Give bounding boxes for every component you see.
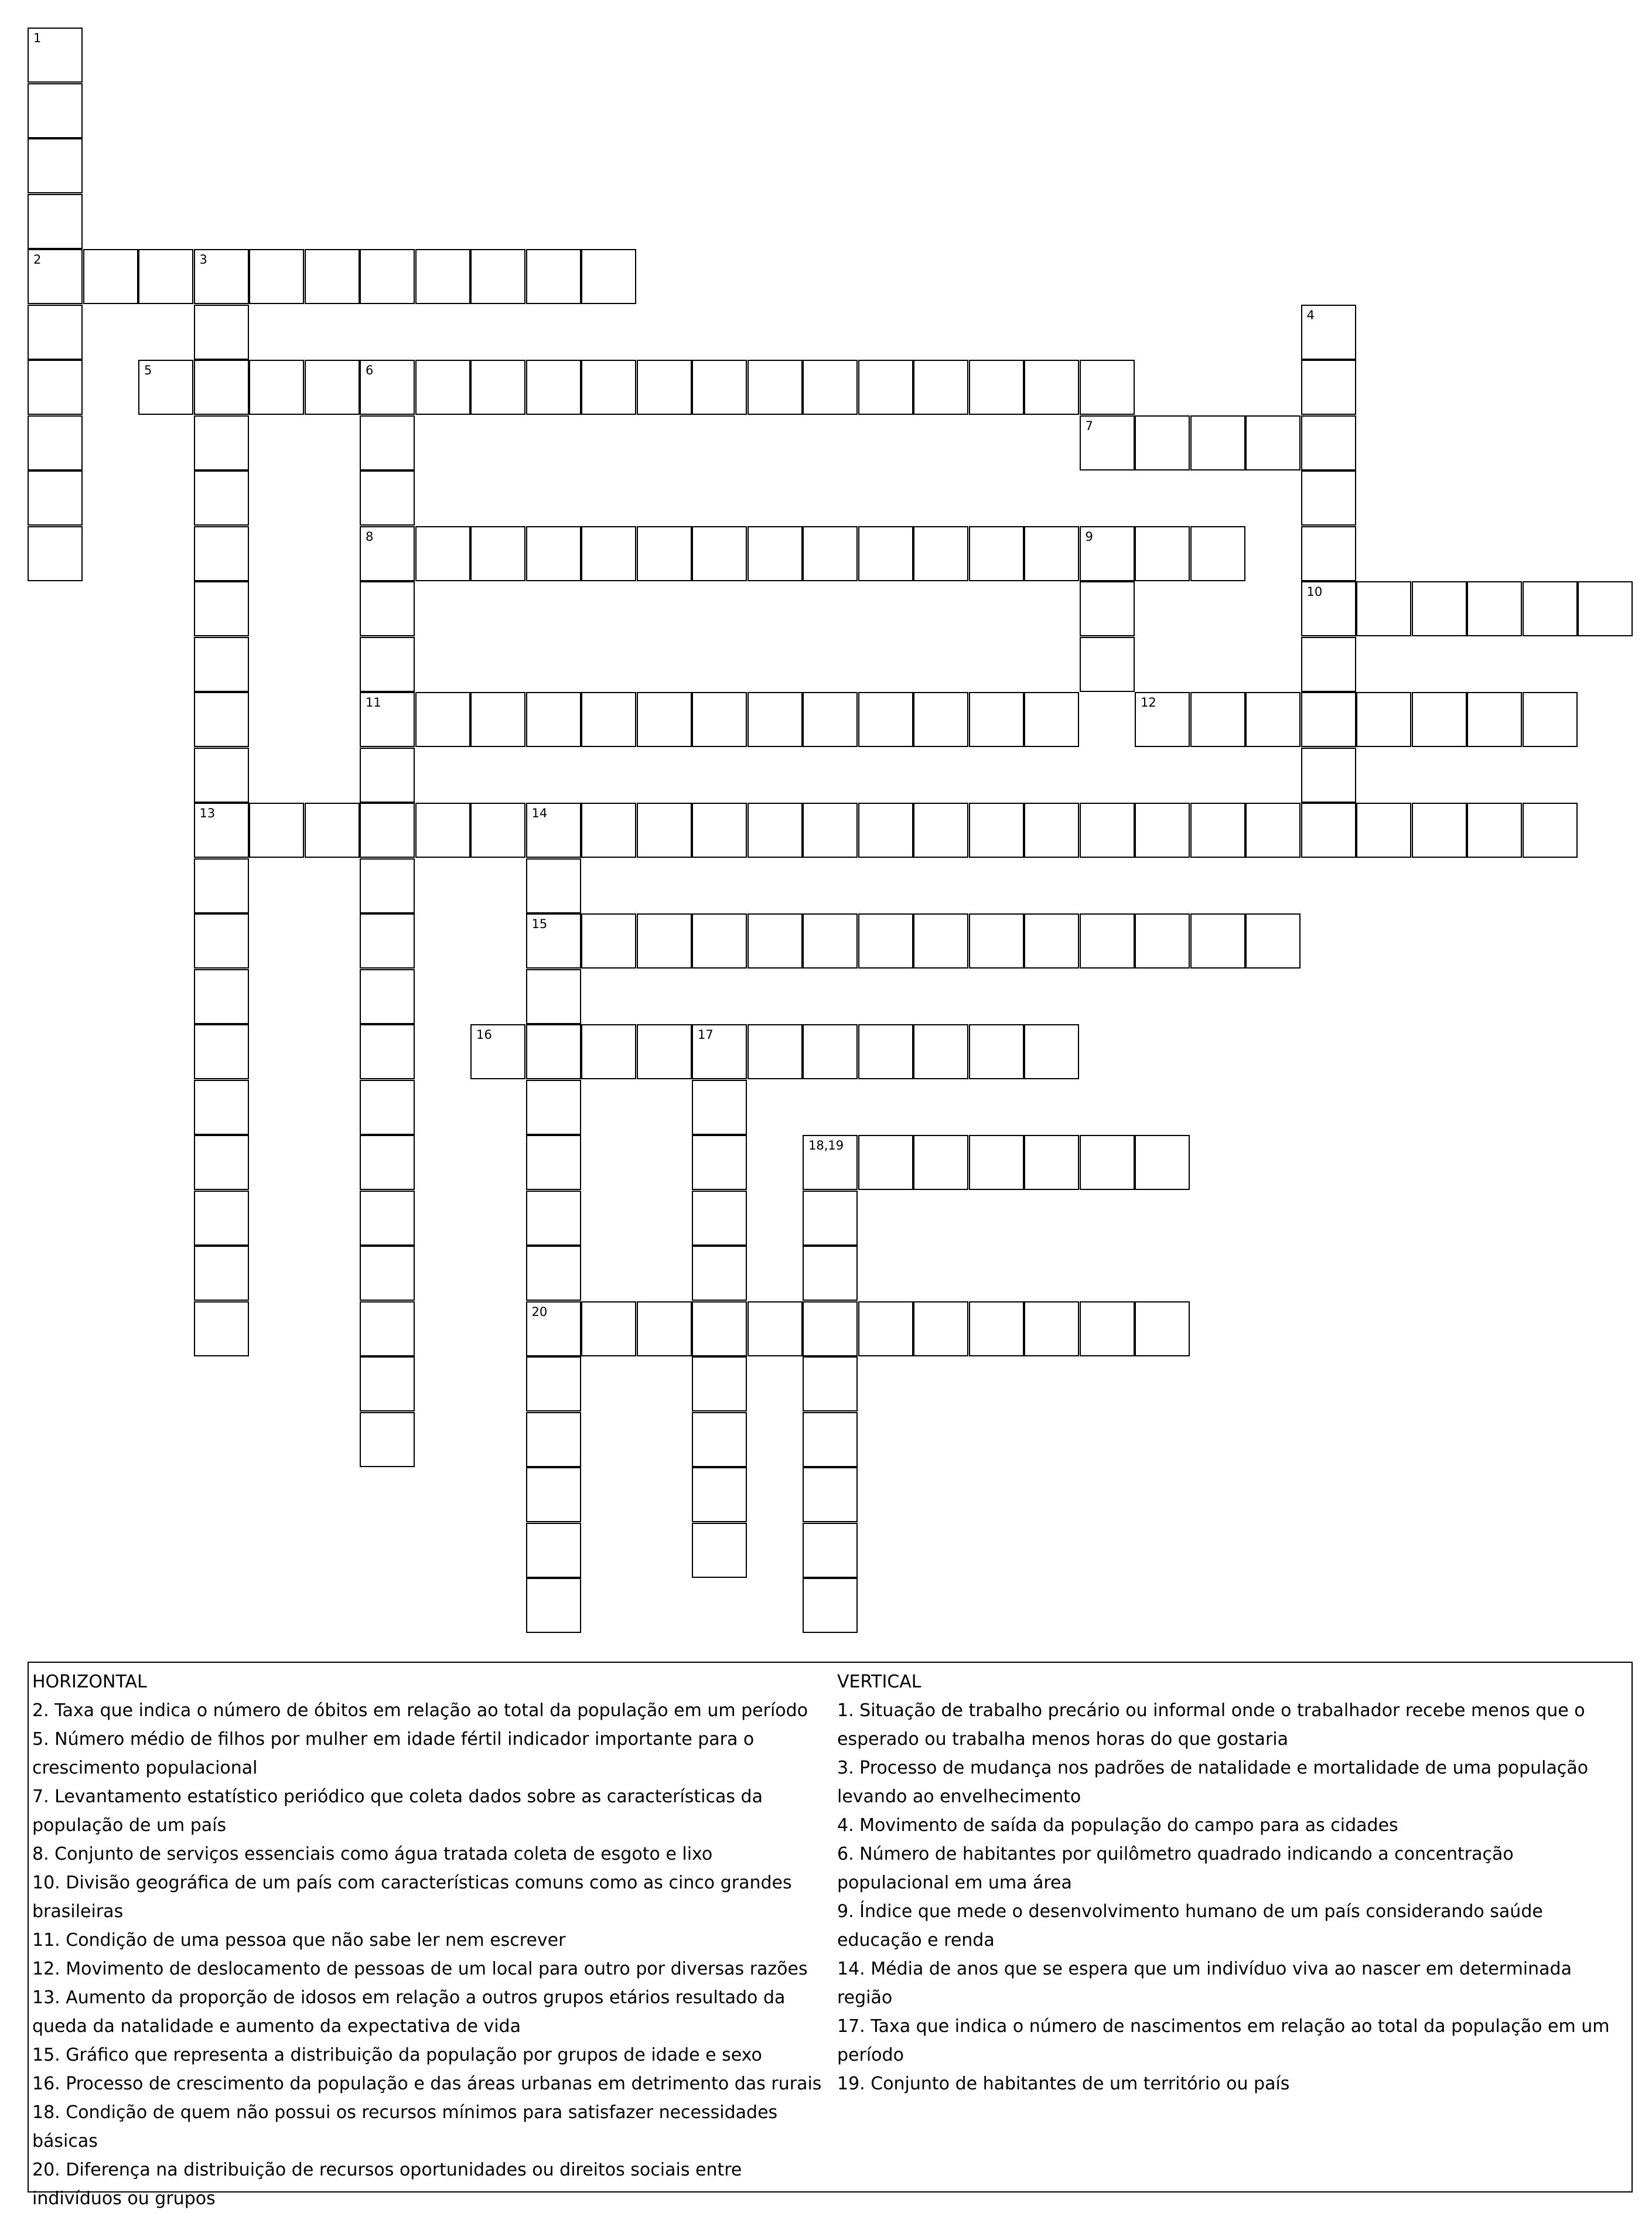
clue-number: 16 bbox=[476, 1028, 492, 1042]
grid-cell[interactable] bbox=[858, 803, 913, 858]
grid-cell[interactable] bbox=[1467, 803, 1522, 858]
grid-cell[interactable] bbox=[913, 360, 968, 415]
grid-cell[interactable] bbox=[526, 913, 581, 969]
grid-cell[interactable] bbox=[526, 1246, 581, 1301]
clue-horizontal-18: 18. Condição de quem não possui os recursos mínimos para satisfazer necessidades básicas bbox=[32, 2102, 778, 2151]
grid-cell[interactable] bbox=[415, 692, 470, 747]
grid-cell[interactable] bbox=[1467, 581, 1522, 636]
grid-cell[interactable] bbox=[415, 526, 470, 581]
grid-cell[interactable] bbox=[858, 1301, 913, 1356]
grid-cell[interactable] bbox=[1080, 803, 1135, 858]
grid-cell[interactable] bbox=[526, 803, 581, 858]
horizontal-header: HORIZONTAL bbox=[32, 1672, 147, 1692]
grid-cell[interactable] bbox=[692, 1412, 747, 1467]
grid-cell[interactable] bbox=[470, 1024, 525, 1079]
grid-cell[interactable] bbox=[581, 249, 636, 304]
grid-cell[interactable] bbox=[1356, 692, 1411, 747]
grid-cell[interactable] bbox=[803, 1356, 858, 1411]
grid-cell[interactable] bbox=[1135, 415, 1190, 470]
horizontal-clues bbox=[32, 1668, 835, 2213]
vertical-clues bbox=[837, 1668, 1628, 2098]
grid-cell[interactable] bbox=[360, 1301, 415, 1356]
grid-cell[interactable] bbox=[581, 526, 636, 581]
grid-cell[interactable] bbox=[526, 1191, 581, 1246]
clue-number: 8 bbox=[366, 529, 374, 544]
grid-cell[interactable] bbox=[28, 360, 83, 415]
grid-cell[interactable] bbox=[692, 803, 747, 858]
grid-cell[interactable] bbox=[581, 692, 636, 747]
grid-cell[interactable] bbox=[1245, 913, 1301, 969]
grid-cell[interactable] bbox=[1301, 748, 1356, 803]
grid-cell[interactable] bbox=[969, 1135, 1024, 1190]
grid-cell[interactable] bbox=[637, 526, 692, 581]
grid-cell[interactable] bbox=[1523, 581, 1578, 636]
grid-cell[interactable] bbox=[194, 415, 249, 470]
grid-cell[interactable] bbox=[305, 803, 360, 858]
grid-cell[interactable] bbox=[1301, 305, 1356, 360]
grid-cell[interactable] bbox=[194, 969, 249, 1024]
grid-cell[interactable] bbox=[1024, 913, 1079, 969]
grid-cell[interactable] bbox=[803, 1301, 858, 1356]
grid-cell[interactable] bbox=[692, 1301, 747, 1356]
grid-cell[interactable] bbox=[913, 692, 968, 747]
grid-cell[interactable] bbox=[360, 969, 415, 1024]
grid-cell[interactable] bbox=[360, 637, 415, 692]
grid-cell[interactable] bbox=[748, 1024, 803, 1079]
grid-cell[interactable] bbox=[1080, 415, 1135, 470]
grid-cell[interactable] bbox=[526, 858, 581, 913]
grid-cell[interactable] bbox=[360, 581, 415, 636]
grid-cell[interactable] bbox=[1356, 803, 1411, 858]
grid-cell[interactable] bbox=[637, 913, 692, 969]
grid-cell[interactable] bbox=[858, 1135, 913, 1190]
grid-cell[interactable] bbox=[1301, 415, 1356, 470]
grid-cell[interactable] bbox=[28, 138, 83, 193]
grid-cell[interactable] bbox=[913, 1024, 968, 1079]
grid-cell[interactable] bbox=[1080, 526, 1135, 581]
grid-cell[interactable] bbox=[28, 415, 83, 470]
grid-cell[interactable] bbox=[913, 913, 968, 969]
grid-cell[interactable] bbox=[692, 526, 747, 581]
clue-horizontal-12: 12. Movimento de deslocamento de pessoas de um local para outro por diversas razões bbox=[32, 1959, 808, 1979]
grid-cell[interactable] bbox=[803, 1191, 858, 1246]
grid-cell[interactable] bbox=[1024, 526, 1079, 581]
grid-cell[interactable] bbox=[581, 803, 636, 858]
grid-cell[interactable] bbox=[138, 249, 193, 304]
grid-cell[interactable] bbox=[748, 913, 803, 969]
grid-cell[interactable] bbox=[581, 1024, 636, 1079]
grid-cell[interactable] bbox=[28, 83, 83, 138]
grid-cell[interactable] bbox=[803, 1467, 858, 1522]
clue-horizontal-10: 10. Divisão geográfica de um país com características comuns como as cinco grandes brasileiras bbox=[32, 1873, 792, 1922]
grid-cell[interactable] bbox=[360, 858, 415, 913]
grid-cell[interactable] bbox=[1578, 581, 1633, 636]
grid-cell[interactable] bbox=[28, 28, 83, 83]
grid-cell[interactable] bbox=[194, 748, 249, 803]
grid-cell[interactable] bbox=[526, 1135, 581, 1190]
grid-cell[interactable] bbox=[28, 470, 83, 526]
grid-cell[interactable] bbox=[1024, 360, 1079, 415]
clue-number: 5 bbox=[144, 363, 152, 377]
grid-cell[interactable] bbox=[692, 1356, 747, 1411]
grid-cell[interactable] bbox=[803, 1523, 858, 1578]
grid-cell[interactable] bbox=[803, 803, 858, 858]
grid-cell[interactable] bbox=[194, 249, 249, 304]
grid-cell[interactable] bbox=[1024, 1135, 1079, 1190]
grid-cell[interactable] bbox=[1190, 803, 1245, 858]
grid-cell[interactable] bbox=[28, 305, 83, 360]
grid-cell[interactable] bbox=[637, 1024, 692, 1079]
clue-number: 4 bbox=[1306, 308, 1315, 322]
grid-cell[interactable] bbox=[83, 249, 138, 304]
clue-horizontal-5: 5. Número médio de filhos por mulher em idade fértil indicador importante para o crescimento populacional bbox=[32, 1729, 755, 1778]
grid-cell[interactable] bbox=[692, 1135, 747, 1190]
grid-cell[interactable] bbox=[1135, 1135, 1190, 1190]
clue-horizontal-13: 13. Aumento da proporção de idosos em relação a outros grupos etários resultado da queda da natalidade e aumento da expectativa de vida bbox=[32, 1987, 786, 2037]
clue-number: 11 bbox=[366, 695, 381, 710]
grid-cell[interactable] bbox=[526, 692, 581, 747]
grid-cell[interactable] bbox=[305, 249, 360, 304]
clue-number: 7 bbox=[1085, 418, 1093, 433]
grid-cell[interactable] bbox=[581, 1301, 636, 1356]
grid-cell[interactable] bbox=[1412, 803, 1467, 858]
grid-cell[interactable] bbox=[692, 1523, 747, 1578]
grid-cell[interactable] bbox=[637, 803, 692, 858]
grid-cell[interactable] bbox=[28, 526, 83, 581]
clue-number: 20 bbox=[531, 1304, 548, 1319]
grid-cell[interactable] bbox=[415, 249, 470, 304]
clue-horizontal-8: 8. Conjunto de serviços essenciais como água tratada coleta de esgoto e lixo bbox=[32, 1844, 713, 1864]
clue-number: 14 bbox=[531, 806, 548, 820]
grid-cell[interactable] bbox=[526, 1356, 581, 1411]
grid-cell[interactable] bbox=[526, 1523, 581, 1578]
grid-cell[interactable] bbox=[360, 748, 415, 803]
grid-cell[interactable] bbox=[969, 526, 1024, 581]
grid-cell[interactable] bbox=[858, 526, 913, 581]
grid-cell[interactable] bbox=[1024, 692, 1079, 747]
grid-cell[interactable] bbox=[858, 692, 913, 747]
grid-cell[interactable] bbox=[1080, 360, 1135, 415]
grid-cell[interactable] bbox=[1135, 1301, 1190, 1356]
grid-cell[interactable] bbox=[581, 913, 636, 969]
clue-horizontal-16: 16. Processo de crescimento da população e das áreas urbanas em detrimento das rurais bbox=[32, 2074, 822, 2094]
clue-horizontal-20: 20. Diferença na distribuição de recursos oportunidades ou direitos sociais entre indivíduos ou grupos bbox=[32, 2160, 742, 2209]
grid-cell[interactable] bbox=[249, 249, 304, 304]
clue-number: 2 bbox=[33, 253, 42, 267]
clue-vertical-3: 3. Processo de mudança nos padrões de natalidade e mortalidade de uma população levando ao envelhecimento bbox=[837, 1758, 1589, 1807]
grid-cell[interactable] bbox=[360, 1191, 415, 1246]
grid-cell[interactable] bbox=[692, 913, 747, 969]
grid-cell[interactable] bbox=[858, 913, 913, 969]
grid-cell[interactable] bbox=[526, 1412, 581, 1467]
grid-cell[interactable] bbox=[470, 249, 525, 304]
grid-cell[interactable] bbox=[360, 803, 415, 858]
clue-vertical-17: 17. Taxa que indica o número de nascimentos em relação ao total da população em um período bbox=[837, 2016, 1610, 2065]
clue-vertical-4: 4. Movimento de saída da população do campo para as cidades bbox=[837, 1815, 1398, 1836]
clue-number: 12 bbox=[1141, 695, 1156, 710]
grid-cell[interactable] bbox=[360, 1412, 415, 1467]
grid-cell[interactable] bbox=[360, 415, 415, 470]
grid-cell[interactable] bbox=[1245, 803, 1301, 858]
grid-cell[interactable] bbox=[526, 1024, 581, 1079]
grid-cell[interactable] bbox=[692, 1024, 747, 1079]
grid-cell[interactable] bbox=[1080, 637, 1135, 692]
grid-cell[interactable] bbox=[1080, 1301, 1135, 1356]
grid-cell[interactable] bbox=[194, 1024, 249, 1079]
grid-cell[interactable] bbox=[1301, 803, 1356, 858]
grid-cell[interactable] bbox=[526, 1467, 581, 1522]
grid-cell[interactable] bbox=[637, 1301, 692, 1356]
clue-horizontal-15: 15. Gráfico que representa a distribuição da população por grupos de idade e sexo bbox=[32, 2045, 762, 2065]
grid-cell[interactable] bbox=[526, 1301, 581, 1356]
grid-cell[interactable] bbox=[692, 1467, 747, 1522]
grid-cell[interactable] bbox=[858, 1024, 913, 1079]
grid-cell[interactable] bbox=[1467, 692, 1522, 747]
grid-cell[interactable] bbox=[1301, 526, 1356, 581]
grid-cell[interactable] bbox=[969, 803, 1024, 858]
grid-cell[interactable] bbox=[692, 1191, 747, 1246]
grid-cell[interactable] bbox=[526, 360, 581, 415]
grid-cell[interactable] bbox=[1135, 803, 1190, 858]
grid-cell[interactable] bbox=[360, 526, 415, 581]
grid-cell[interactable] bbox=[194, 803, 249, 858]
grid-cell[interactable] bbox=[803, 692, 858, 747]
grid-cell[interactable] bbox=[1523, 692, 1578, 747]
grid-cell[interactable] bbox=[526, 969, 581, 1024]
grid-cell[interactable] bbox=[360, 1246, 415, 1301]
grid-cell[interactable] bbox=[1301, 637, 1356, 692]
grid-cell[interactable] bbox=[470, 526, 525, 581]
vertical-header: VERTICAL bbox=[837, 1672, 921, 1692]
grid-cell[interactable] bbox=[1024, 1301, 1079, 1356]
grid-cell[interactable] bbox=[913, 526, 968, 581]
grid-cell[interactable] bbox=[360, 249, 415, 304]
grid-cell[interactable] bbox=[1356, 581, 1411, 636]
grid-cell[interactable] bbox=[194, 470, 249, 526]
grid-cell[interactable] bbox=[748, 803, 803, 858]
grid-cell[interactable] bbox=[1190, 526, 1245, 581]
grid-cell[interactable] bbox=[360, 692, 415, 747]
grid-cell[interactable] bbox=[969, 1024, 1024, 1079]
grid-cell[interactable] bbox=[913, 803, 968, 858]
grid-cell[interactable] bbox=[526, 1080, 581, 1135]
grid-cell[interactable] bbox=[637, 692, 692, 747]
grid-cell[interactable] bbox=[637, 360, 692, 415]
grid-cell[interactable] bbox=[194, 1246, 249, 1301]
grid-cell[interactable] bbox=[360, 360, 415, 415]
clue-vertical-6: 6. Número de habitantes por quilômetro quadrado indicando a concentração populacional em uma área bbox=[837, 1844, 1514, 1893]
grid-cell[interactable] bbox=[1412, 692, 1467, 747]
grid-cell[interactable] bbox=[803, 1578, 858, 1633]
clue-horizontal-11: 11. Condição de uma pessoa que não sabe ler nem escrever bbox=[32, 1930, 566, 1951]
grid-cell[interactable] bbox=[360, 1024, 415, 1079]
grid-cell[interactable] bbox=[803, 1024, 858, 1079]
grid-cell[interactable] bbox=[470, 803, 525, 858]
clue-number: 1 bbox=[33, 31, 42, 45]
grid-cell[interactable] bbox=[1301, 360, 1356, 415]
grid-cell[interactable] bbox=[969, 1301, 1024, 1356]
grid-cell[interactable] bbox=[194, 1080, 249, 1135]
grid-cell[interactable] bbox=[526, 249, 581, 304]
grid-cell[interactable] bbox=[1301, 581, 1356, 636]
clues-box bbox=[28, 1662, 1633, 2209]
grid-cell[interactable] bbox=[194, 1191, 249, 1246]
grid-cell[interactable] bbox=[360, 1080, 415, 1135]
grid-cell[interactable] bbox=[1301, 692, 1356, 747]
grid-cell[interactable] bbox=[194, 913, 249, 969]
grid-cell[interactable] bbox=[1135, 692, 1190, 747]
grid-cell[interactable] bbox=[581, 360, 636, 415]
grid-cell[interactable] bbox=[858, 360, 913, 415]
grid-cell[interactable] bbox=[692, 1246, 747, 1301]
grid-cell[interactable] bbox=[803, 1412, 858, 1467]
grid-cell[interactable] bbox=[803, 913, 858, 969]
grid-cell[interactable] bbox=[692, 692, 747, 747]
grid-cell[interactable] bbox=[692, 360, 747, 415]
clue-horizontal-2: 2. Taxa que indica o número de óbitos em relação ao total da população em um período bbox=[32, 1700, 808, 1721]
grid-cell[interactable] bbox=[526, 526, 581, 581]
grid-cell[interactable] bbox=[305, 360, 360, 415]
grid-cell[interactable] bbox=[1523, 803, 1578, 858]
grid-cell[interactable] bbox=[194, 858, 249, 913]
grid-cell[interactable] bbox=[415, 360, 470, 415]
grid-cell[interactable] bbox=[1024, 1024, 1079, 1079]
clue-number: 3 bbox=[199, 253, 207, 267]
grid-cell[interactable] bbox=[415, 803, 470, 858]
grid-cell[interactable] bbox=[28, 194, 83, 249]
grid-cell[interactable] bbox=[360, 913, 415, 969]
clue-vertical-9: 9. Índice que mede o desenvolvimento humano de um país considerando saúde educação e renda bbox=[837, 1901, 1543, 1951]
grid-cell[interactable] bbox=[748, 1301, 803, 1356]
grid-cell[interactable] bbox=[803, 526, 858, 581]
clue-number: 15 bbox=[531, 917, 548, 931]
grid-cell[interactable] bbox=[194, 1135, 249, 1190]
clue-vertical-1: 1. Situação de trabalho precário ou informal onde o trabalhador recebe menos que o esperado ou trabalha menos horas do que gostaria bbox=[837, 1700, 1585, 1750]
grid-cell[interactable] bbox=[194, 1301, 249, 1356]
grid-cell[interactable] bbox=[1080, 1135, 1135, 1190]
grid-cell[interactable] bbox=[194, 692, 249, 747]
grid-cell[interactable] bbox=[360, 1135, 415, 1190]
grid-cell[interactable] bbox=[526, 1578, 581, 1633]
grid-cell[interactable] bbox=[360, 1356, 415, 1411]
grid-cell[interactable] bbox=[470, 360, 525, 415]
grid-cell[interactable] bbox=[194, 305, 249, 360]
grid-cell[interactable] bbox=[360, 470, 415, 526]
grid-cell[interactable] bbox=[194, 526, 249, 581]
grid-cell[interactable] bbox=[803, 1135, 858, 1190]
grid-cell[interactable] bbox=[1412, 581, 1467, 636]
grid-cell[interactable] bbox=[748, 692, 803, 747]
clue-vertical-14: 14. Média de anos que se espera que um indivíduo viva ao nascer em determinada região bbox=[837, 1959, 1572, 2008]
grid-cell[interactable] bbox=[1080, 581, 1135, 636]
grid-cell[interactable] bbox=[692, 1080, 747, 1135]
grid-cell[interactable] bbox=[138, 360, 193, 415]
grid-cell[interactable] bbox=[969, 913, 1024, 969]
grid-cell[interactable] bbox=[913, 1135, 968, 1190]
grid-cell[interactable] bbox=[1080, 913, 1135, 969]
grid-cell[interactable] bbox=[1190, 913, 1245, 969]
grid-cell[interactable] bbox=[28, 249, 83, 304]
grid-cell[interactable] bbox=[1135, 526, 1190, 581]
clue-number: 9 bbox=[1085, 529, 1093, 544]
grid-cell[interactable] bbox=[748, 360, 803, 415]
clue-number: 17 bbox=[698, 1028, 714, 1042]
clue-number: 13 bbox=[199, 806, 216, 820]
grid-cell[interactable] bbox=[1190, 692, 1245, 747]
clue-number: 18,19 bbox=[808, 1138, 844, 1152]
grid-cell[interactable] bbox=[803, 360, 858, 415]
clue-horizontal-7: 7. Levantamento estatístico periódico que coleta dados sobre as características da população de um país bbox=[32, 1786, 763, 1836]
grid-cell[interactable] bbox=[249, 803, 304, 858]
clue-vertical-19: 19. Conjunto de habitantes de um território ou país bbox=[837, 2074, 1290, 2094]
grid-cell[interactable] bbox=[194, 360, 249, 415]
grid-cell[interactable] bbox=[194, 581, 249, 636]
clue-number: 10 bbox=[1306, 585, 1323, 599]
grid-cell[interactable] bbox=[803, 1246, 858, 1301]
grid-cell[interactable] bbox=[1301, 470, 1356, 526]
grid-cell[interactable] bbox=[1024, 803, 1079, 858]
grid-cell[interactable] bbox=[748, 526, 803, 581]
grid-cell[interactable] bbox=[1245, 692, 1301, 747]
clue-number: 6 bbox=[366, 363, 374, 377]
grid-cell[interactable] bbox=[1135, 913, 1190, 969]
grid-cell[interactable] bbox=[969, 692, 1024, 747]
grid-cell[interactable] bbox=[969, 360, 1024, 415]
grid-cell[interactable] bbox=[194, 637, 249, 692]
grid-cell[interactable] bbox=[1190, 415, 1245, 470]
grid-cell[interactable] bbox=[913, 1301, 968, 1356]
grid-cell[interactable] bbox=[1245, 415, 1301, 470]
grid-cell[interactable] bbox=[249, 360, 304, 415]
grid-cell[interactable] bbox=[470, 692, 525, 747]
